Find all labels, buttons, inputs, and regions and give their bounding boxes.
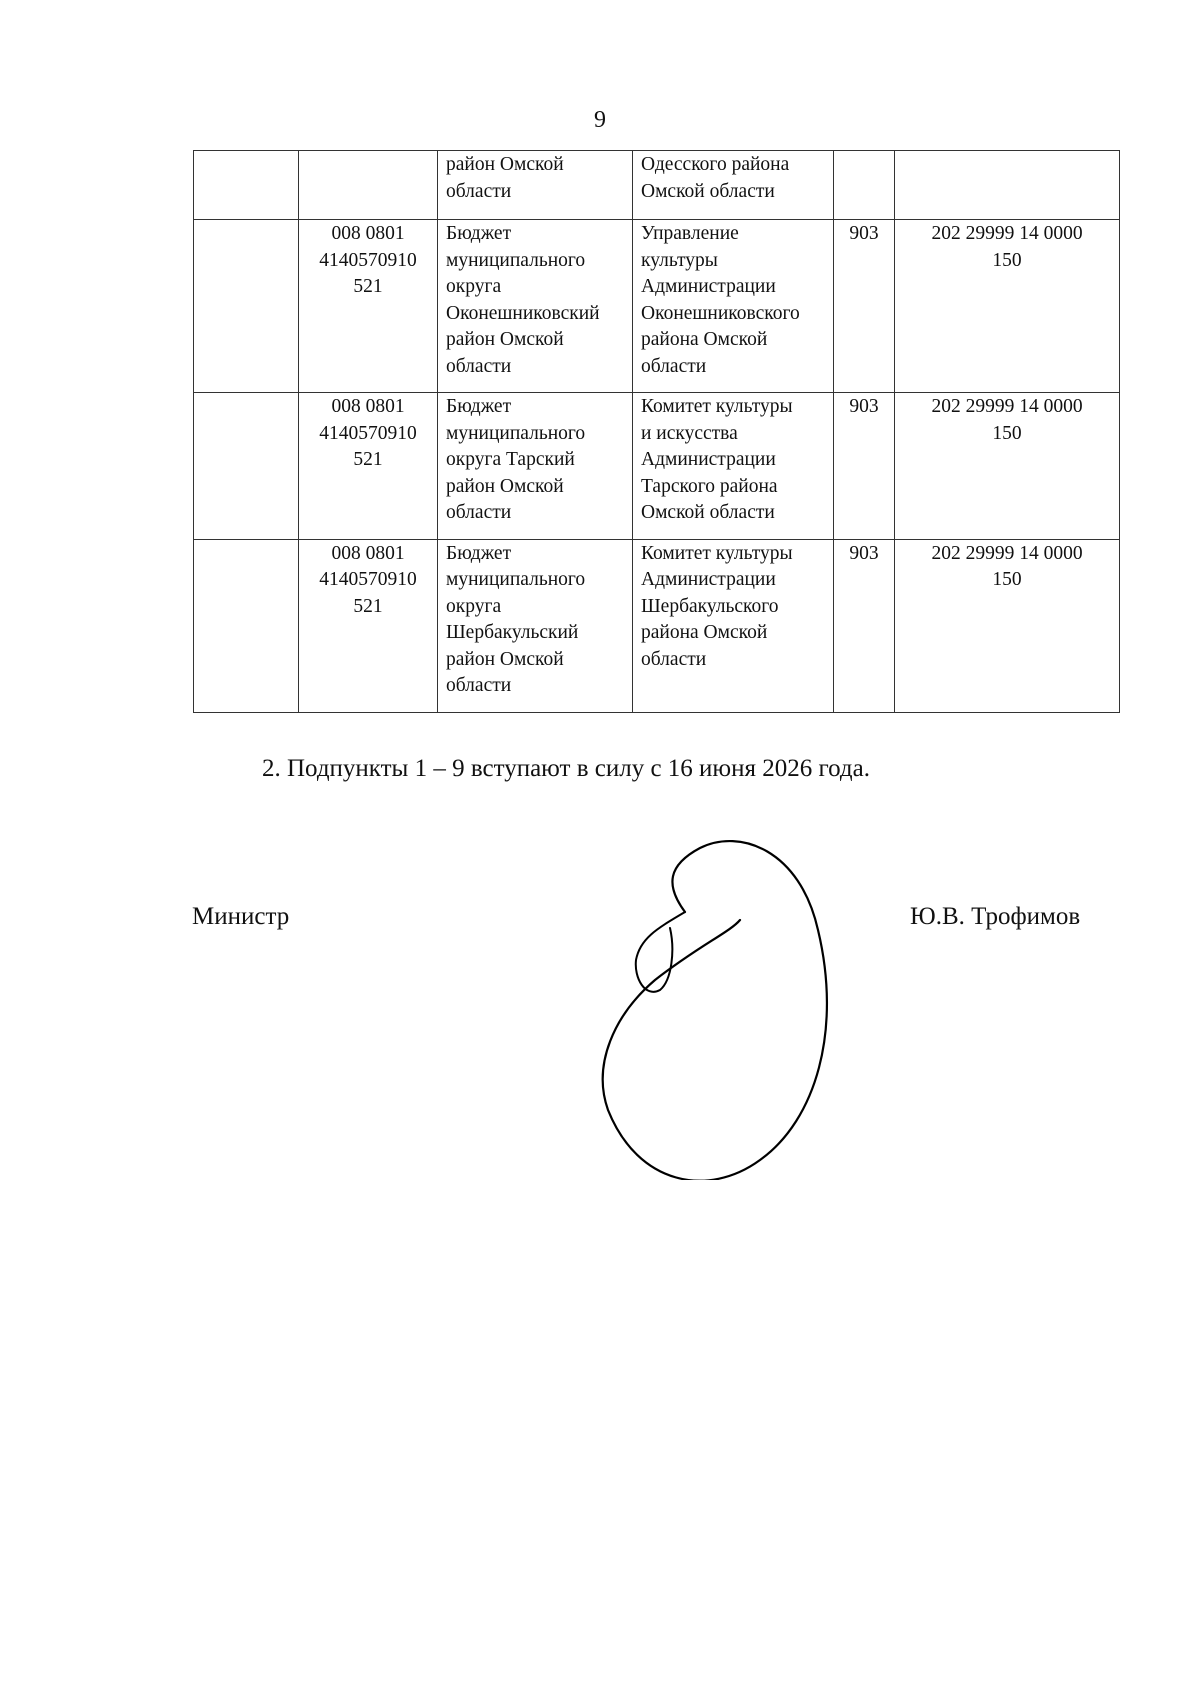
table-cell: Управление культуры Администрации Оконешниковского района Омской области (633, 220, 834, 393)
table-cell (194, 151, 299, 220)
signature-stroke (636, 912, 685, 992)
table-cell: 202 29999 14 0000 150 (895, 539, 1120, 712)
signature-graphic (590, 820, 830, 1180)
table-row (194, 151, 1120, 220)
table-cell: 903 (834, 393, 895, 540)
signatory-name: Ю.В. Трофимов (910, 903, 1081, 930)
table-cell: 008 0801 4140570910 521 (299, 393, 438, 540)
table-cell: Одесского района Омской области (633, 151, 834, 220)
table-cell: 008 0801 4140570910 521 (299, 220, 438, 393)
table-cell: 903 (834, 220, 895, 393)
table-cell: район Омской области (438, 151, 633, 220)
signatory-title: Министр (192, 903, 290, 930)
effective-date-clause: 2. Подпункты 1 – 9 вступают в силу с 16 июня 2026 года. (262, 755, 870, 782)
table-row (194, 220, 1120, 393)
table-cell (194, 393, 299, 540)
table-cell: Комитет культуры и искусства Администрации Тарского района Омской области (633, 393, 834, 540)
table-cell: 202 29999 14 0000 150 (895, 393, 1120, 540)
table-cell: Бюджет муниципального округа Оконешниковский район Омской области (438, 220, 633, 393)
table-cell: Комитет культуры Администрации Шербакульского района Омской области (633, 539, 834, 712)
table-cell: Бюджет муниципального округа Тарский район Омской области (438, 393, 633, 540)
table-cell (194, 220, 299, 393)
table-cell: 903 (834, 539, 895, 712)
table-cell: Бюджет муниципального округа Шербакульский район Омской области (438, 539, 633, 712)
table-cell (194, 539, 299, 712)
table-cell (834, 151, 895, 220)
table-cell: 008 0801 4140570910 521 (299, 539, 438, 712)
page-number: 9 (594, 107, 606, 133)
table-row (194, 393, 1120, 540)
budget-table (193, 150, 1120, 713)
table-cell (895, 151, 1120, 220)
table-cell (299, 151, 438, 220)
signature-stroke (603, 841, 827, 1180)
table-row (194, 539, 1120, 712)
table-cell: 202 29999 14 0000 150 (895, 220, 1120, 393)
